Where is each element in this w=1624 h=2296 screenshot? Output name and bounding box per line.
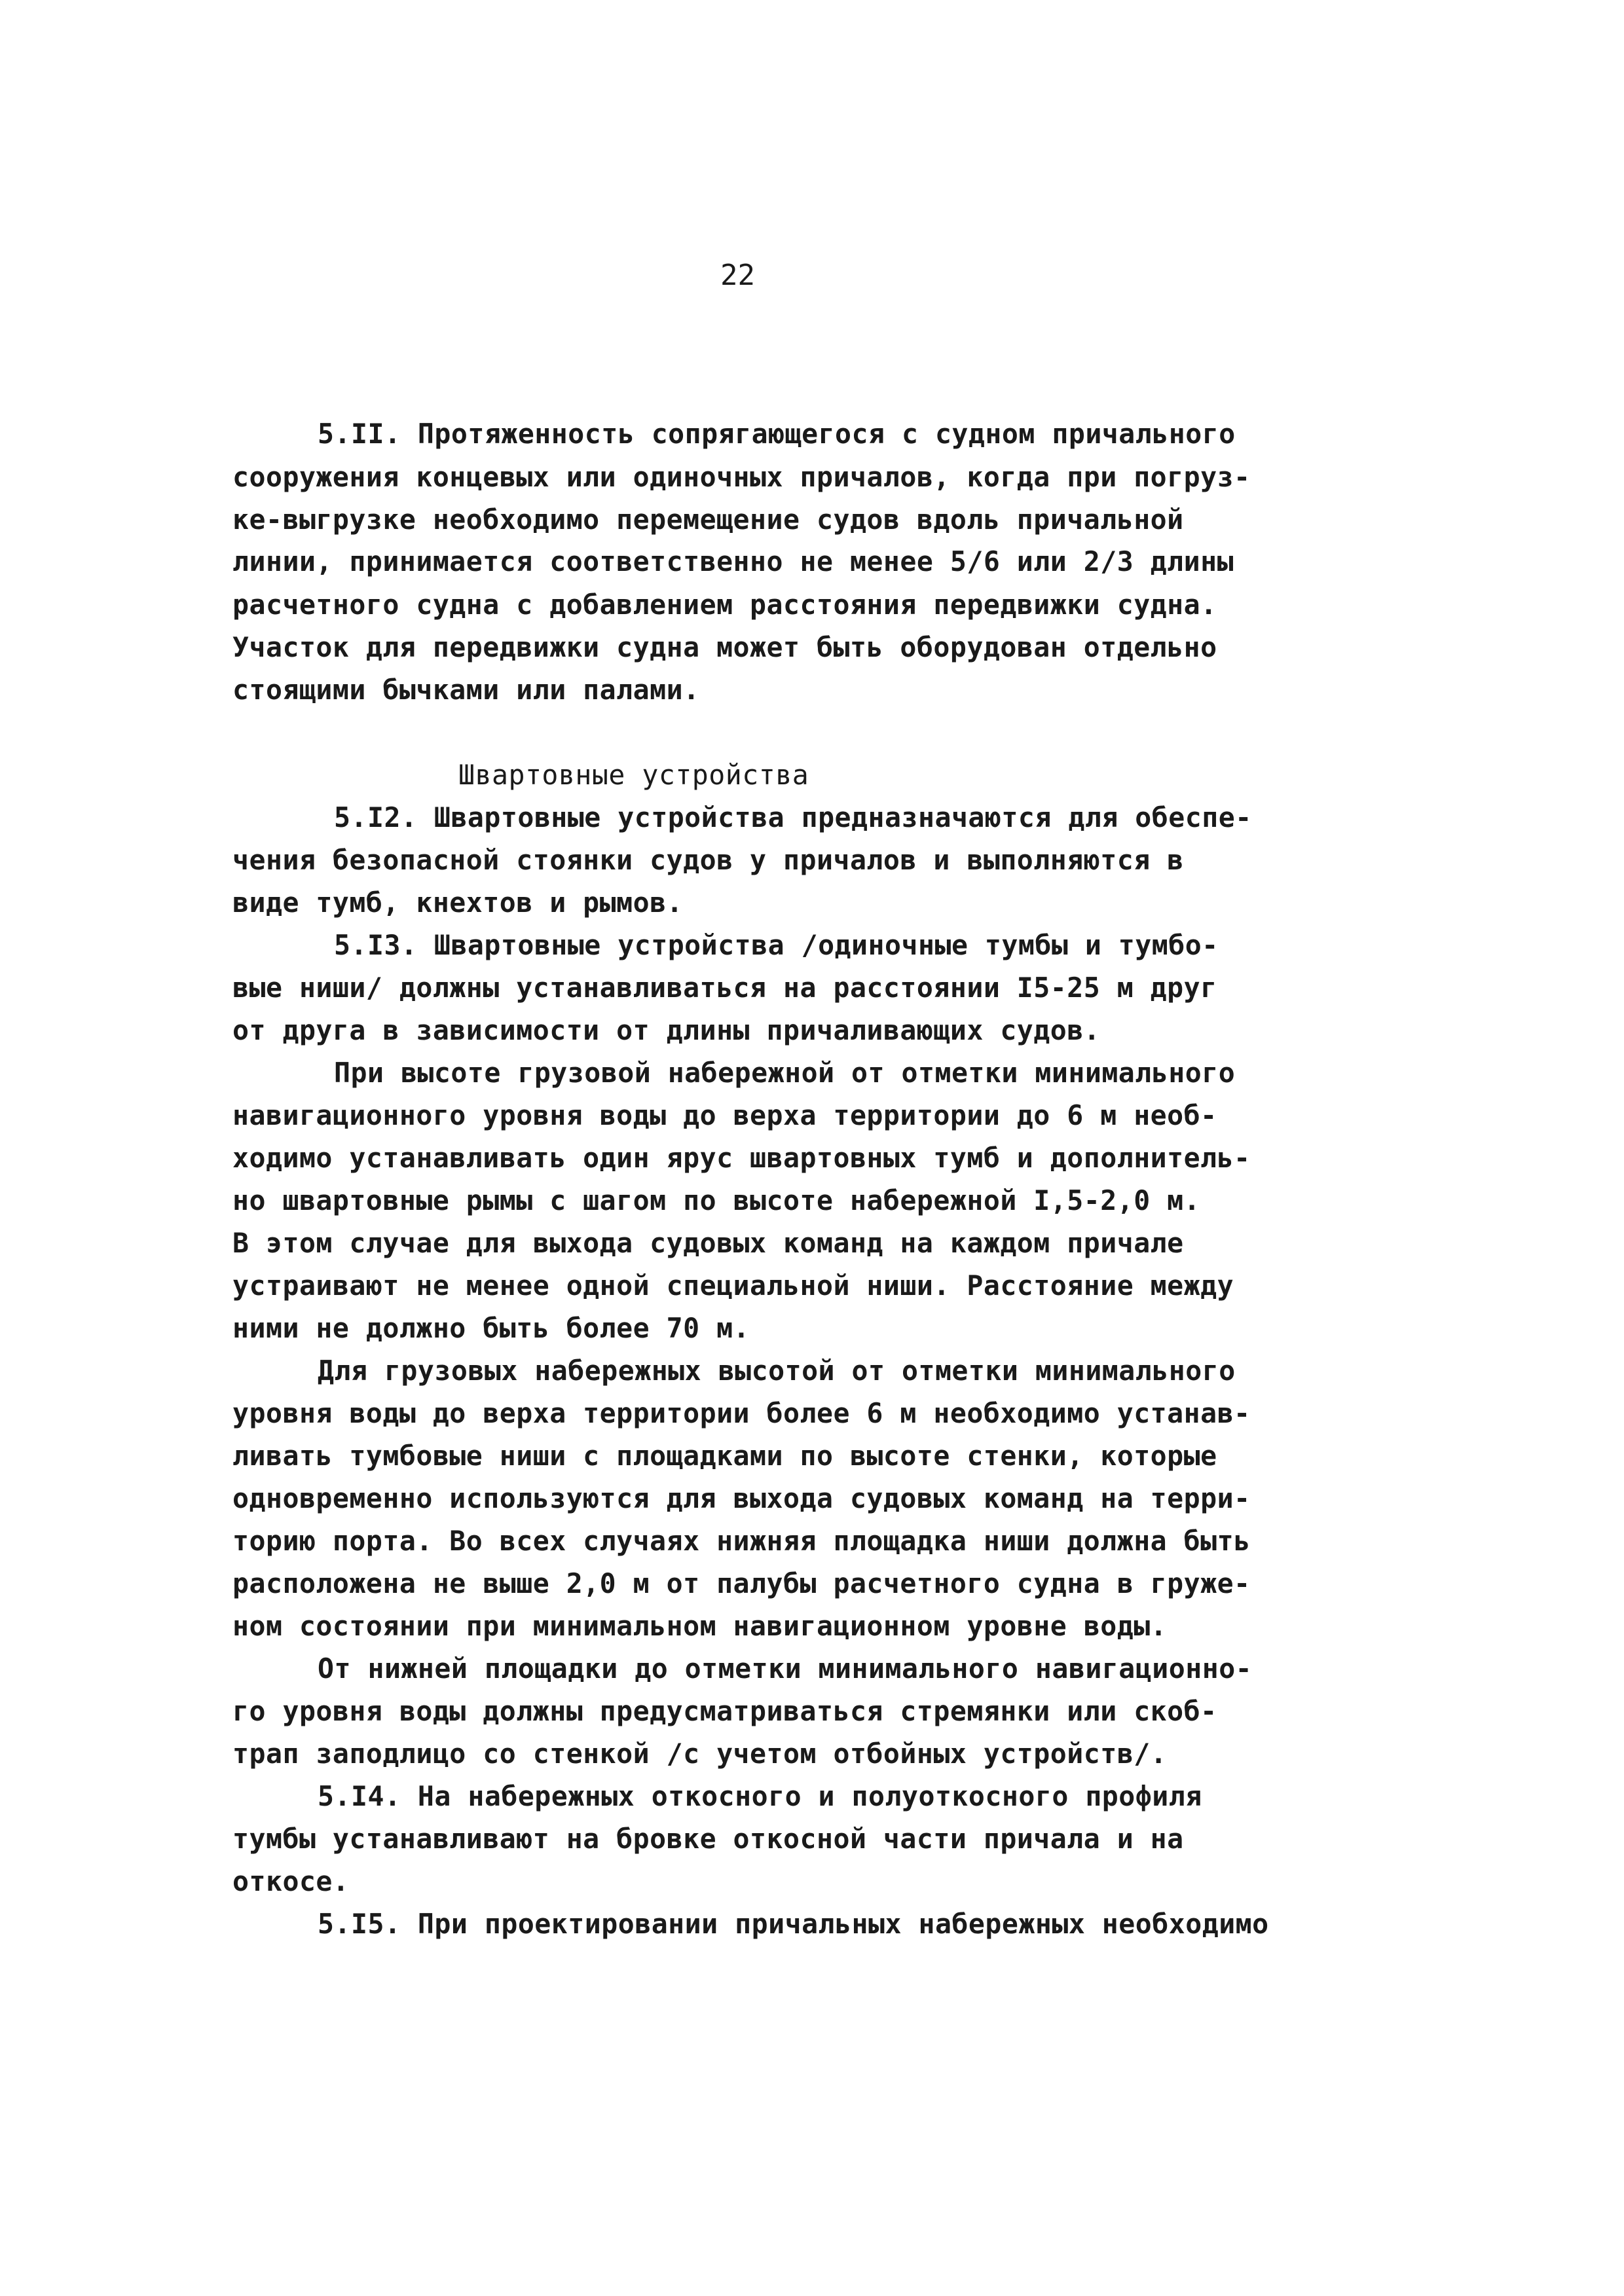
text-line: 5.I3. Швартовные устройства /одиночные тумбы и тумбо- — [334, 929, 1219, 961]
text-line: вые ниши/ должны устанавливаться на расстоянии I5-25 м друг — [232, 972, 1217, 1004]
section-heading: Швартовные устройства — [458, 759, 809, 791]
text-line: стоящими бычками или палами. — [232, 674, 700, 706]
text-line: 5.II. Протяженность сопрягающегося с судном причального — [318, 418, 1236, 450]
text-line: чения безопасной стоянки судов у причалов и выполняются в — [232, 844, 1184, 876]
text-line: уровня воды до верха территории более 6 м необходимо устанав- — [232, 1397, 1251, 1429]
text-line: одновременно используются для выхода судовых команд на терри- — [232, 1482, 1251, 1514]
text-line: расчетного судна с добавлением расстояния передвижки судна. — [232, 589, 1217, 621]
text-line: навигационного уровня воды до верха территории до 6 м необ- — [232, 1099, 1217, 1131]
text-line: Для грузовых набережных высотой от отметки минимального — [318, 1355, 1236, 1387]
page-number: 22 — [720, 259, 755, 292]
text-line: го уровня воды должны предусматриваться стремянки или скоб- — [232, 1695, 1217, 1727]
text-line: 5.I5. При проектировании причальных набережных необходимо — [318, 1908, 1269, 1940]
text-line: ними не должно быть более 70 м. — [232, 1312, 750, 1344]
text-line: сооружения концевых или одиночных причалов, когда при погруз- — [232, 461, 1251, 493]
text-line: От нижней площадки до отметки минимального навигационно- — [318, 1652, 1253, 1685]
text-line: виде тумб, кнехтов и рымов. — [232, 886, 684, 919]
text-line: 5.I4. На набережных откосного и полуоткосного профиля — [318, 1780, 1202, 1812]
text-line: Участок для передвижки судна может быть оборудован отдельно — [232, 631, 1217, 663]
text-line: ходимо устанавливать один ярус швартовных тумб и дополнитель- — [232, 1142, 1251, 1174]
text-line: линии, принимается соответственно не менее 5/6 или 2/3 длины — [232, 545, 1234, 577]
text-line: тумбы устанавливают на бровке откосной части причала и на — [232, 1823, 1184, 1855]
text-line: от друга в зависимости от длины причаливающих судов. — [232, 1014, 1101, 1046]
text-line: торию порта. Во всех случаях нижняя площадка ниши должна быть — [232, 1525, 1251, 1557]
text-line: ке-выгрузке необходимо перемещение судов вдоль причальной — [232, 503, 1184, 536]
text-line: В этом случае для выхода судовых команд на каждом причале — [232, 1227, 1184, 1259]
text-line: ливать тумбовые ниши с площадками по высоте стенки, которые — [232, 1440, 1217, 1472]
text-line: трап заподлицо со стенкой /с учетом отбойных устройств/. — [232, 1738, 1168, 1770]
text-line: но швартовные рымы с шагом по высоте набережной I,5-2,0 м. — [232, 1184, 1201, 1216]
text-line: расположена не выше 2,0 м от палубы расчетного судна в груже- — [232, 1567, 1251, 1599]
text-line: устраивают не менее одной специальной ниши. Расстояние между — [232, 1269, 1234, 1302]
text-line: откосе. — [232, 1865, 350, 1897]
text-line: ном состоянии при минимальном навигационном уровне воды. — [232, 1610, 1168, 1642]
text-line: При высоте грузовой набережной от отметки минимального — [334, 1057, 1236, 1089]
text-line: 5.I2. Швартовные устройства предназначаются для обеспе- — [334, 801, 1252, 833]
